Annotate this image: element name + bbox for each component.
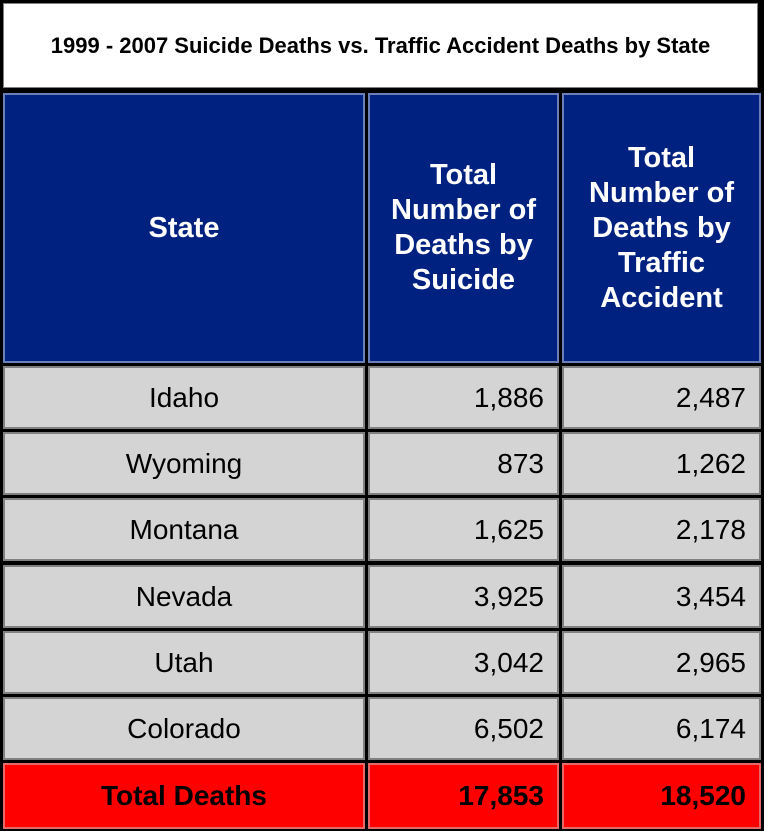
table-row-6-traffic: 6,174 [562, 697, 761, 760]
table-row-4-suicide: 3,925 [368, 565, 559, 628]
total-row-state: Total Deaths [3, 763, 365, 829]
table-row-6-state: Colorado [3, 697, 365, 760]
total-row-traffic: 18,520 [562, 763, 761, 829]
table-row-2-state: Wyoming [3, 432, 365, 495]
table-row-6-suicide: 6,502 [368, 697, 559, 760]
table-row-1-state: Idaho [3, 366, 365, 429]
table-row-5-traffic: 2,965 [562, 631, 761, 694]
table-row-4-state: Nevada [3, 565, 365, 628]
table-title: 1999 - 2007 Suicide Deaths vs. Traffic Accident Deaths by State [3, 3, 758, 88]
table-row-3-suicide: 1,625 [368, 498, 559, 561]
total-row-suicide: 17,853 [368, 763, 559, 829]
table-row-2-suicide: 873 [368, 432, 559, 495]
table-row-3-traffic: 2,178 [562, 498, 761, 561]
table-row-5-suicide: 3,042 [368, 631, 559, 694]
table-row-4-traffic: 3,454 [562, 565, 761, 628]
table-row-3-state: Montana [3, 498, 365, 561]
column-header-state: State [3, 93, 365, 363]
column-header-traffic: Total Number of Deaths by Traffic Accident [562, 93, 761, 363]
table-row-2-traffic: 1,262 [562, 432, 761, 495]
table-row-5-state: Utah [3, 631, 365, 694]
table-row-1-traffic: 2,487 [562, 366, 761, 429]
table-row-1-suicide: 1,886 [368, 366, 559, 429]
column-header-suicide: Total Number of Deaths by Suicide [368, 93, 559, 363]
